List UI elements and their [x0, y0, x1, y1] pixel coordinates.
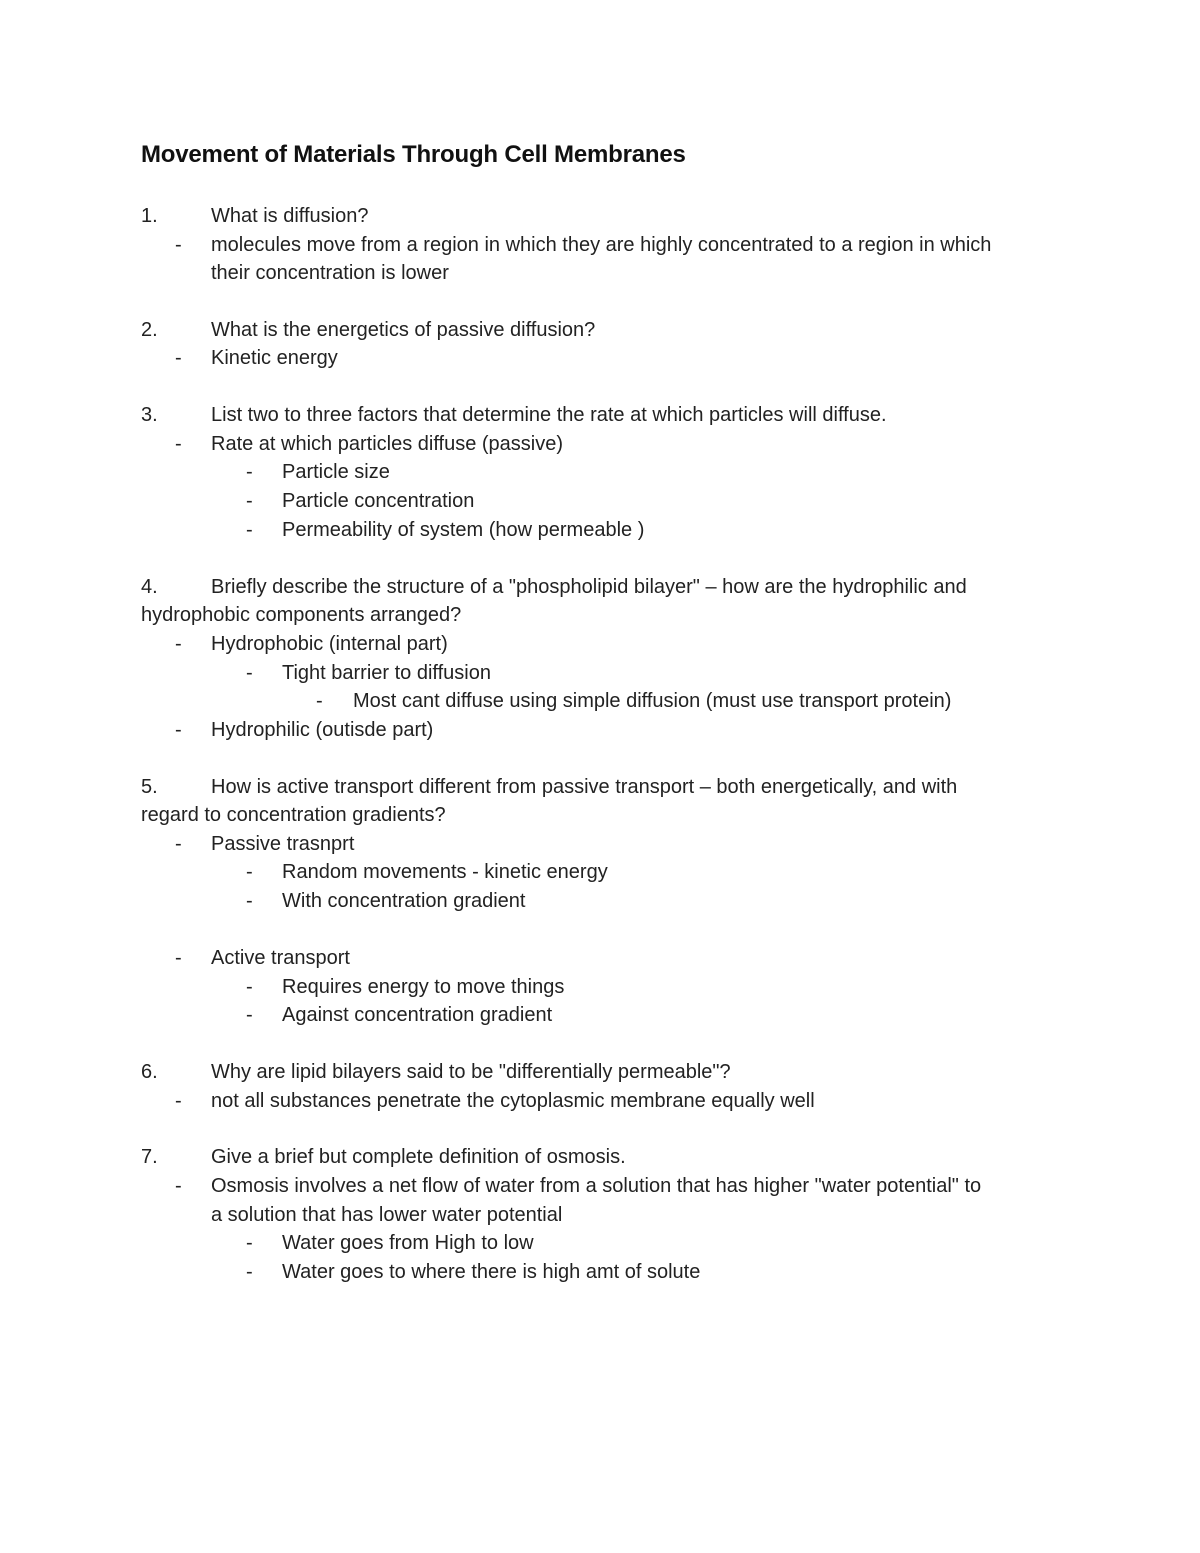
- answer-text: Active transport: [211, 947, 350, 969]
- question-text: What is diffusion?: [211, 205, 369, 227]
- question-number: 4.: [141, 576, 158, 598]
- bullet-dash: -: [246, 519, 253, 541]
- answer-text: Osmosis involves a net flow of water from a solution that has higher "water potential" to: [211, 1175, 982, 1197]
- question-number: 7.: [141, 1146, 158, 1168]
- answer-text: Kinetic energy: [211, 347, 338, 369]
- bullet-dash: -: [175, 719, 182, 741]
- answer-text: With concentration gradient: [282, 890, 526, 912]
- document-title: Movement of Materials Through Cell Membranes: [141, 141, 686, 168]
- answer-text: Requires energy to move things: [282, 976, 565, 998]
- answer-text: Random movements - kinetic energy: [282, 861, 608, 883]
- bullet-dash: -: [175, 1175, 182, 1197]
- bullet-dash: -: [175, 947, 182, 969]
- bullet-dash: -: [316, 690, 323, 712]
- answer-text: Against concentration gradient: [282, 1004, 553, 1026]
- answer-text: Passive trasnprt: [211, 833, 355, 855]
- bullet-dash: -: [246, 1004, 253, 1026]
- question-text: How is active transport different from passive transport – both energetically, and with: [211, 776, 958, 798]
- question-number: 3.: [141, 404, 158, 426]
- bullet-dash: -: [246, 662, 253, 684]
- question-number: 6.: [141, 1061, 158, 1083]
- answer-text: Hydrophilic (outisde part): [211, 719, 434, 741]
- bullet-dash: -: [246, 1261, 253, 1283]
- question-number: 2.: [141, 319, 158, 341]
- answer-text: Particle concentration: [282, 490, 475, 512]
- bullet-dash: -: [246, 490, 253, 512]
- question-text-continued: hydrophobic components arranged?: [141, 604, 462, 626]
- answer-text: their concentration is lower: [211, 262, 449, 284]
- answer-text: Particle size: [282, 461, 390, 483]
- question-text: List two to three factors that determine the rate at which particles will diffuse.: [211, 404, 887, 426]
- bullet-dash: -: [175, 433, 182, 455]
- question-number: 1.: [141, 205, 158, 227]
- bullet-dash: -: [246, 861, 253, 883]
- answer-text: Hydrophobic (internal part): [211, 633, 448, 655]
- answer-text: not all substances penetrate the cytoplasmic membrane equally well: [211, 1090, 815, 1112]
- answer-text: Rate at which particles diffuse (passive): [211, 433, 564, 455]
- question-text: Why are lipid bilayers said to be "differentially permeable"?: [211, 1061, 731, 1083]
- answer-text: Permeability of system (how permeable ): [282, 519, 645, 541]
- bullet-dash: -: [246, 461, 253, 483]
- bullet-dash: -: [246, 890, 253, 912]
- answer-text: Water goes to where there is high amt of solute: [282, 1261, 701, 1283]
- bullet-dash: -: [175, 234, 182, 256]
- question-text-continued: regard to concentration gradients?: [141, 804, 446, 826]
- bullet-dash: -: [175, 633, 182, 655]
- question-number: 5.: [141, 776, 158, 798]
- bullet-dash: -: [175, 1090, 182, 1112]
- answer-text: a solution that has lower water potential: [211, 1204, 563, 1226]
- bullet-dash: -: [246, 1232, 253, 1254]
- question-text: What is the energetics of passive diffusion?: [211, 319, 596, 341]
- question-text: Give a brief but complete definition of osmosis.: [211, 1146, 626, 1168]
- answer-text: Water goes from High to low: [282, 1232, 534, 1254]
- bullet-dash: -: [246, 976, 253, 998]
- question-text: Briefly describe the structure of a "phospholipid bilayer" – how are the hydrophilic and: [211, 576, 967, 598]
- bullet-dash: -: [175, 347, 182, 369]
- answer-text: molecules move from a region in which they are highly concentrated to a region in which: [211, 234, 992, 256]
- answer-text: Most cant diffuse using simple diffusion (must use transport protein): [353, 690, 952, 712]
- bullet-dash: -: [175, 833, 182, 855]
- answer-text: Tight barrier to diffusion: [282, 662, 491, 684]
